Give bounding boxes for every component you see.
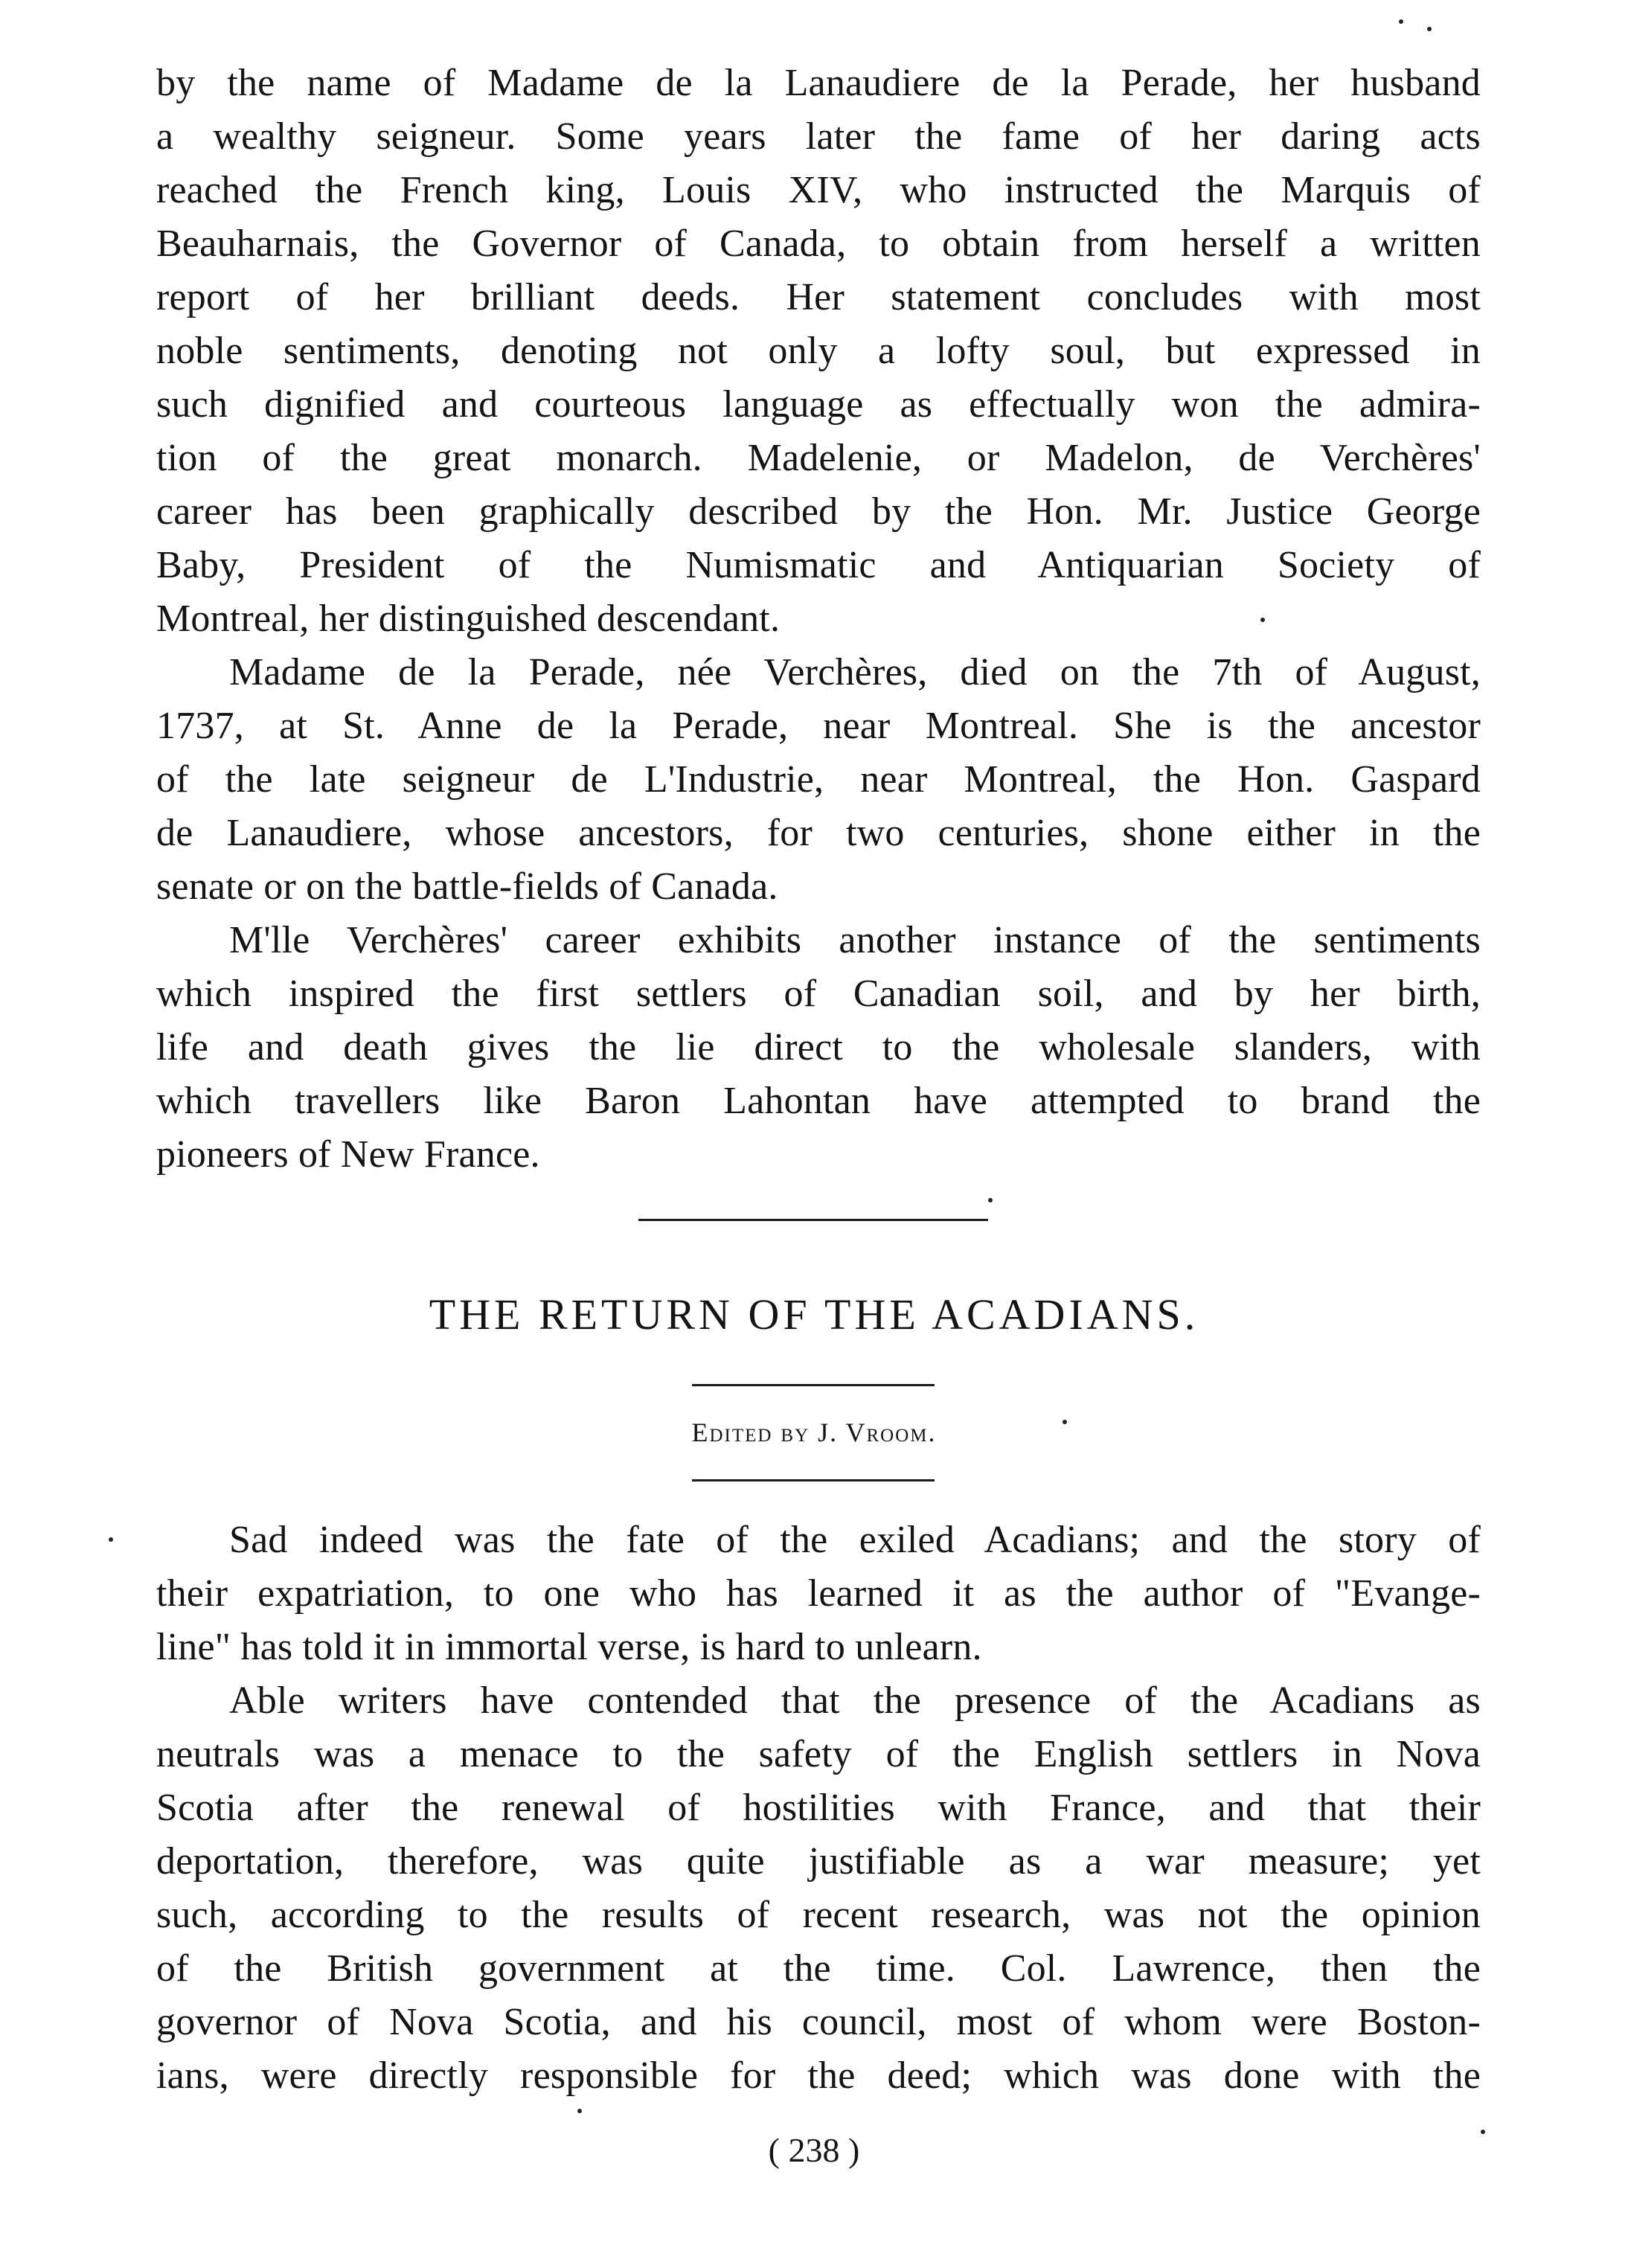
scan-speck (1427, 27, 1432, 31)
text-line: a wealthy seigneur. Some years later the fame of her daring acts (156, 115, 1481, 158)
text-line: their expatriation, to one who has learned it as the author of "Evange- (156, 1572, 1481, 1615)
scan-speck (1481, 2130, 1485, 2134)
text-line: career has been graphically described by the Hon. Mr. Justice George (156, 490, 1481, 533)
text-line: noble sentiments, denoting not only a lofty soul, but expressed in (156, 330, 1481, 372)
scan-speck (988, 1198, 993, 1202)
paragraph-1 (156, 57, 1481, 646)
scan-speck (1063, 1420, 1067, 1424)
text-line: by the name of Madame de la Lanaudiere de la Perade, her husband (156, 62, 1481, 104)
text-line: Madame de la Perade, née Verchères, died on the 7th of August, (229, 651, 1481, 693)
text-line: governor of Nova Scotia, and his council, most of whom were Boston- (156, 2001, 1481, 2043)
text-line: Baby, President of the Numismatic and Antiquarian Society of (156, 544, 1481, 586)
text-line: pioneers of New France. (156, 1133, 540, 1176)
paragraph-2 (156, 646, 1481, 914)
text-line: of the late seigneur de L'Industrie, near Montreal, the Hon. Gaspard (156, 758, 1481, 801)
paragraph-5 (156, 1674, 1481, 2103)
page-number: ( 238 ) (768, 2131, 860, 2169)
text-line: report of her brilliant deeds. Her statement concludes with most (156, 276, 1481, 318)
title-rule-bottom (692, 1479, 935, 1481)
text-line: tion of the great monarch. Madelenie, or Madelon, de Verchères' (156, 437, 1481, 479)
text-line: such, according to the results of recent research, was not the opinion (156, 1894, 1481, 1936)
text-line: Montreal, her distinguished descendant. (156, 598, 781, 640)
text-line: neutrals was a menace to the safety of the English settlers in Nova (156, 1733, 1481, 1775)
text-line: senate or on the battle-fields of Canada. (156, 865, 778, 908)
scan-speck (109, 1537, 113, 1542)
text-line: Beauharnais, the Governor of Canada, to obtain from herself a written (156, 222, 1481, 265)
text-line: line" has told it in immortal verse, is hard to unlearn. (156, 1626, 982, 1668)
text-line: M'lle Verchères' career exhibits another instance of the sentiments (229, 919, 1481, 961)
text-line: Able writers have contended that the presence of the Acadians as (229, 1679, 1481, 1722)
scan-speck (1260, 618, 1265, 622)
text-line: ians, were directly responsible for the deed; which was done with the (156, 2054, 1481, 2097)
text-line: which inspired the first settlers of Canadian soil, and by her birth, (156, 973, 1481, 1015)
scan-speck (577, 2109, 582, 2113)
editor-credit: Edited by J. Vroom. (691, 1418, 937, 1447)
text-line: Sad indeed was the fate of the exiled Acadians; and the story of (229, 1519, 1481, 1561)
paragraph-3 (156, 914, 1481, 1182)
text-line: 1737, at St. Anne de la Perade, near Montreal. She is the ancestor (156, 705, 1481, 747)
text-line: of the British government at the time. Col. Lawrence, then the (156, 1947, 1481, 1990)
text-line: which travellers like Baron Lahontan have attempted to brand the (156, 1080, 1481, 1122)
section-title: THE RETURN OF THE ACADIANS. (429, 1290, 1199, 1339)
paragraph-4 (156, 1513, 1481, 1674)
text-line: life and death gives the lie direct to the wholesale slanders, with (156, 1026, 1481, 1069)
text-line: de Lanaudiere, whose ancestors, for two centuries, shone either in the (156, 812, 1481, 854)
text-line: Scotia after the renewal of hostilities with France, and that their (156, 1787, 1481, 1829)
section-divider (638, 1219, 988, 1221)
title-rule-top (692, 1384, 935, 1386)
text-line: reached the French king, Louis XIV, who instructed the Marquis of (156, 169, 1481, 211)
scan-speck (1399, 19, 1403, 24)
text-line: deportation, therefore, was quite justifiable as a war measure; yet (156, 1840, 1481, 1883)
text-line: such dignified and courteous language as effectually won the admira- (156, 383, 1481, 426)
